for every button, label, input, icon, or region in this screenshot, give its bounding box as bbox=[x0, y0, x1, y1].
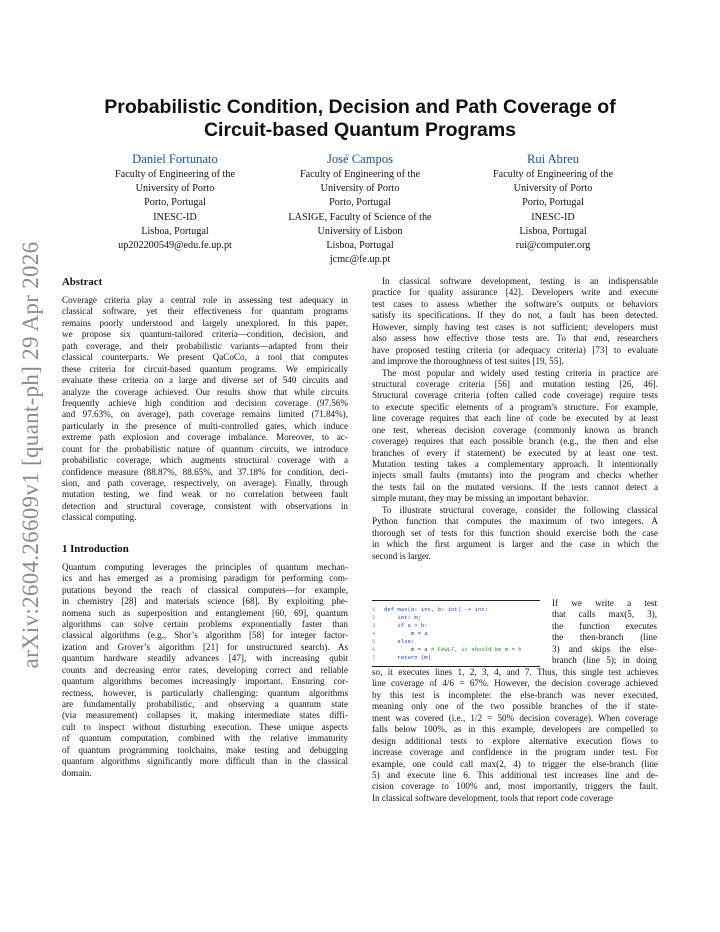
text-line: (via measurement) collapses it, making intermediate states diffi- bbox=[62, 710, 348, 721]
code-line bbox=[372, 606, 488, 613]
text-line: rectness, however, is particularly challenging: quantum algorithms bbox=[62, 687, 348, 698]
code-line bbox=[372, 646, 522, 653]
text-line: The most popular and widely used testing criteria in practice are bbox=[382, 367, 658, 378]
text-line: line coverage of 4/6 = 67%. However, the decision coverage achieved bbox=[372, 678, 658, 689]
text-line: of quantum computation, combined with the relative immaturity bbox=[62, 733, 348, 744]
text-line: nomena such as superposition and entanglement [60, 69], quantum bbox=[62, 607, 348, 618]
code-line bbox=[372, 630, 428, 637]
text-line: If we write a test bbox=[552, 598, 657, 608]
text-line: falls below 100%, as in this example, developers are compelled to bbox=[372, 724, 658, 735]
author-block-3 bbox=[478, 152, 628, 253]
line-number: 6 bbox=[372, 646, 376, 653]
line-number: 7 bbox=[372, 654, 376, 661]
code-line bbox=[372, 654, 431, 661]
text-line: increase coverage and confidence in the program under test. For bbox=[372, 747, 658, 758]
code-text: m = a bbox=[384, 630, 428, 637]
author-affiliation: Faculty of Engineering of the bbox=[115, 169, 235, 180]
text-line: simple mutant, they may be missing an important behavior. bbox=[372, 493, 589, 504]
text-line: Mutation testing takes a complementary approach. It intentionally bbox=[372, 459, 658, 469]
text-line: Coverage criteria play a central role in assessing test adequacy in bbox=[62, 295, 348, 305]
author-affiliation: LASIGE, Faculty of Science of the bbox=[288, 211, 432, 223]
text-line: structural coverage criteria [56] and mutation testing [26, 46]. bbox=[372, 378, 658, 389]
author-affiliation: Lisboa, Portugal bbox=[326, 240, 394, 252]
author-affiliation: University of Lisbon bbox=[317, 225, 403, 237]
author-name: José Campos bbox=[326, 152, 394, 166]
text-line: have proposed testing criteria (or adequacy criteria) [73] to evaluate bbox=[372, 344, 658, 355]
text-line: are fundamentally probabilistic, and observing a quantum state bbox=[62, 699, 348, 709]
text-line: the then-branch (line bbox=[552, 632, 657, 643]
author-affiliation: Porto, Portugal bbox=[144, 197, 206, 209]
author-affiliation: Faculty of Engineering of the bbox=[493, 169, 613, 180]
line-number: 2 bbox=[372, 614, 376, 621]
code-text: int: m; bbox=[384, 614, 421, 621]
text-line: ment was covered (i.e., 1/2 = 50% decision coverage). When coverage bbox=[372, 712, 658, 723]
text-line: by this test is incomplete: the else-branch was never executed, bbox=[372, 689, 658, 700]
text-line: to execute specific elements of a program’s structure. For example, bbox=[372, 401, 658, 412]
text-line: that calls max(5, 3), bbox=[552, 609, 657, 620]
text-line: so, it executes lines 1, 2, 3, 4, and 7. Thus, this single test achieves bbox=[372, 667, 658, 677]
text-line: and 97.63%, on average), path coverage remains limited (71.84%), bbox=[62, 409, 348, 420]
arxiv-stamp bbox=[14, 241, 48, 669]
code-text: return (m) bbox=[384, 654, 431, 661]
arxiv-stamp-text: arXiv:2604.26609v1 [quant-ph] 29 Apr 2026 bbox=[18, 241, 43, 669]
introduction-body bbox=[62, 562, 348, 779]
author-email: up202200549@edu.fe.up.pt bbox=[118, 240, 232, 252]
text-line: extreme path explosion and coverage imbalance. Moreover, to ac- bbox=[62, 432, 348, 443]
text-line: classical algorithms (e.g., Shor’s algorithm [58] for integer factor- bbox=[62, 630, 348, 641]
text-line: analyze the coverage achieved. Our results show that while circuits bbox=[62, 386, 348, 397]
text-line: probabilistic coverage, which augments structural coverage with a bbox=[62, 455, 348, 466]
text-line: evaluate these criteria on a large and diverse set of 540 circuits and bbox=[62, 375, 348, 386]
code-line bbox=[372, 614, 421, 621]
text-line: Quantum computing leverages the principles of quantum mechan- bbox=[62, 561, 348, 572]
text-line: cision coverage to 100% and, most importantly, triggers the fault. bbox=[372, 781, 658, 792]
introduction-heading: 1 Introduction bbox=[62, 542, 129, 555]
text-line: one test, whereas decision coverage (commonly known as branch bbox=[372, 424, 658, 435]
text-line: classical software, yet their effectiveness for quantum programs bbox=[62, 306, 348, 317]
text-line: Structural coverage criteria (often called code coverage) require tests bbox=[372, 390, 658, 401]
text-line: quantum algorithms significantly more difficult than in the classical bbox=[62, 756, 348, 767]
author-block-2 bbox=[280, 152, 440, 267]
author-affiliation: University of Porto bbox=[135, 183, 215, 195]
text-line: the function executes bbox=[552, 620, 657, 631]
text-line: algorithms can solve certain problems exponentially faster than bbox=[62, 618, 348, 629]
text-line: cult to inspect without disturbing execution. These unique aspects bbox=[62, 721, 348, 732]
right-column-bottom bbox=[372, 667, 658, 804]
text-line: quantum hardware steadily advances [47], with increasing qubit bbox=[62, 653, 348, 664]
text-line: satisfy its specifications. If they do not, a fault has been detected. bbox=[372, 310, 658, 321]
code-text: if a > b: bbox=[384, 622, 428, 629]
text-line: To illustrate structural coverage, consider the following classical bbox=[382, 504, 658, 515]
text-line: example, one could call max(2, 4) to trigger the else-branch (line bbox=[372, 758, 658, 769]
text-line: remains poorly understood and largely unexplored. In this paper, bbox=[62, 317, 348, 328]
code-comment: # FAULT, it should be m = b bbox=[431, 646, 522, 653]
left-column bbox=[62, 276, 348, 779]
text-line: of quantum programming toolchains, make testing and debugging bbox=[62, 744, 348, 755]
text-line: particularly in the presence of multi-controlled gates, which induce bbox=[62, 420, 348, 431]
text-line: domain. bbox=[62, 767, 92, 778]
text-line: classical computing. bbox=[62, 512, 137, 523]
text-line: we propose six quantum-tailored criteria—condition, decision, and bbox=[62, 329, 348, 340]
right-column-body bbox=[372, 276, 658, 562]
text-line: second is larger. bbox=[372, 550, 431, 561]
text-line: in which the first argument is larger and the case in which the bbox=[372, 539, 658, 550]
text-line: detection and structural coverage, consistent with observations in bbox=[62, 500, 348, 511]
line-number: 3 bbox=[372, 622, 376, 629]
code-text: m = a bbox=[384, 646, 431, 653]
text-line: putations beyond the reach of classical computers—for example, bbox=[62, 584, 348, 595]
text-line: confidence measure (88.87%, 88.65%, and 37.18% for condition, deci- bbox=[62, 466, 348, 477]
text-line: ization and Grover’s algorithm [21] for unstructured search). As bbox=[62, 641, 348, 652]
text-line: thorough set of tests for this function should exercise both the case bbox=[372, 527, 658, 538]
author-affiliation: University of Porto bbox=[320, 183, 400, 195]
code-line bbox=[372, 622, 428, 629]
text-line: injects small faults (mutants) into the program and checks whether bbox=[372, 470, 658, 481]
text-line: Python function that computes the maximum of two integers. A bbox=[372, 516, 658, 527]
line-number: 1 bbox=[372, 606, 376, 613]
abstract-body bbox=[62, 295, 348, 524]
text-line: meaning only one of the two possible branches of the if state- bbox=[372, 701, 658, 712]
text-line: design additional tests to explore alternative execution flows to bbox=[372, 735, 658, 746]
text-line: counts and decreasing error rates, developing correct and reliable bbox=[62, 664, 348, 675]
text-line: and improve the thoroughness of test suites [19, 55]. bbox=[372, 356, 564, 367]
text-line: line coverage requires that each line of code be executed by at least bbox=[372, 413, 658, 424]
author-affiliation: INESC-ID bbox=[531, 211, 575, 223]
text-line: branches of every if statement) be executed by at least one test. bbox=[372, 447, 658, 458]
text-line: these criteria for circuit-based quantum programs. We empirically bbox=[62, 363, 348, 374]
text-line: In classical software development, tools that report code coverage bbox=[372, 792, 613, 803]
author-block-1 bbox=[100, 152, 250, 253]
text-line: mutation testing, we find weak or no correlation between fault bbox=[62, 489, 348, 500]
author-name: Daniel Fortunato bbox=[132, 152, 218, 166]
code-text: else: bbox=[384, 638, 415, 645]
author-affiliation: INESC-ID bbox=[153, 211, 197, 223]
author-email: jcmc@fe.up.pt bbox=[329, 254, 391, 266]
text-line: 5) and execute line 6. This additional test increases line and de- bbox=[372, 769, 658, 780]
author-affiliation: Porto, Portugal bbox=[329, 197, 391, 209]
author-affiliation: Lisboa, Portugal bbox=[519, 225, 587, 237]
title-line-2: Circuit-based Quantum Programs bbox=[203, 119, 517, 141]
code-side-text bbox=[552, 598, 657, 667]
line-number: 4 bbox=[372, 630, 376, 637]
title-line-1: Probabilistic Condition, Decision and Path Coverage of bbox=[104, 96, 616, 118]
paper-title bbox=[80, 96, 640, 142]
text-line: coverage) requires that each possible branch (e.g., the then and else bbox=[372, 436, 658, 447]
line-number: 5 bbox=[372, 638, 376, 645]
author-affiliation: Lisboa, Portugal bbox=[141, 225, 209, 237]
text-line: path coverage, and their probabilistic variants—adapted from their bbox=[62, 340, 348, 351]
text-line: practice for quality assurance [42]. Developers write and execute bbox=[372, 287, 658, 298]
text-line: quantum algorithms becomes increasingly important. Ensuring cor- bbox=[62, 676, 348, 687]
text-line: However, simply having test cases is not sufficient; developers must bbox=[372, 321, 658, 332]
right-column-top bbox=[372, 276, 658, 562]
author-affiliation: University of Porto bbox=[513, 183, 593, 195]
author-email: rui@computer.org bbox=[515, 240, 591, 252]
text-line: test cases to assess whether the software’s outputs or behaviors bbox=[372, 298, 658, 309]
text-line: frequently achieve high condition and decision coverage (97.56% bbox=[62, 397, 348, 408]
abstract-heading: Abstract bbox=[62, 276, 103, 288]
text-line: also assess how effective those tests are. To that end, researchers bbox=[372, 333, 658, 344]
text-line: In classical software development, testing is an indispensable bbox=[382, 276, 658, 286]
author-affiliation: Faculty of Engineering of the bbox=[300, 169, 420, 180]
text-line: count for the probabilistic nature of quantum circuits, we introduce bbox=[62, 443, 348, 454]
text-line: classical counterparts. We present QaCoCo, a tool that computes bbox=[62, 352, 348, 363]
text-line: ics and has emerged as a promising paradigm for performing com- bbox=[62, 573, 348, 584]
author-name: Rui Abreu bbox=[526, 152, 580, 166]
text-line: in chemistry [28] and materials science [68]. By exploiting phe- bbox=[62, 596, 348, 607]
code-text: def max(a: int, b: int) -> int: bbox=[384, 606, 489, 613]
code-listing bbox=[372, 600, 540, 667]
text-line: sion, and path coverage, respectively, on average). Finally, through bbox=[62, 478, 348, 488]
right-column-body-2 bbox=[372, 667, 658, 804]
author-affiliation: Porto, Portugal bbox=[522, 197, 584, 209]
text-line: 3) and skips the else- bbox=[552, 643, 657, 654]
code-line bbox=[372, 638, 414, 645]
text-line: branch (line 5); in doing bbox=[552, 655, 657, 666]
text-line: the tests fail on the mutated versions. If the tests cannot detect a bbox=[372, 481, 658, 492]
